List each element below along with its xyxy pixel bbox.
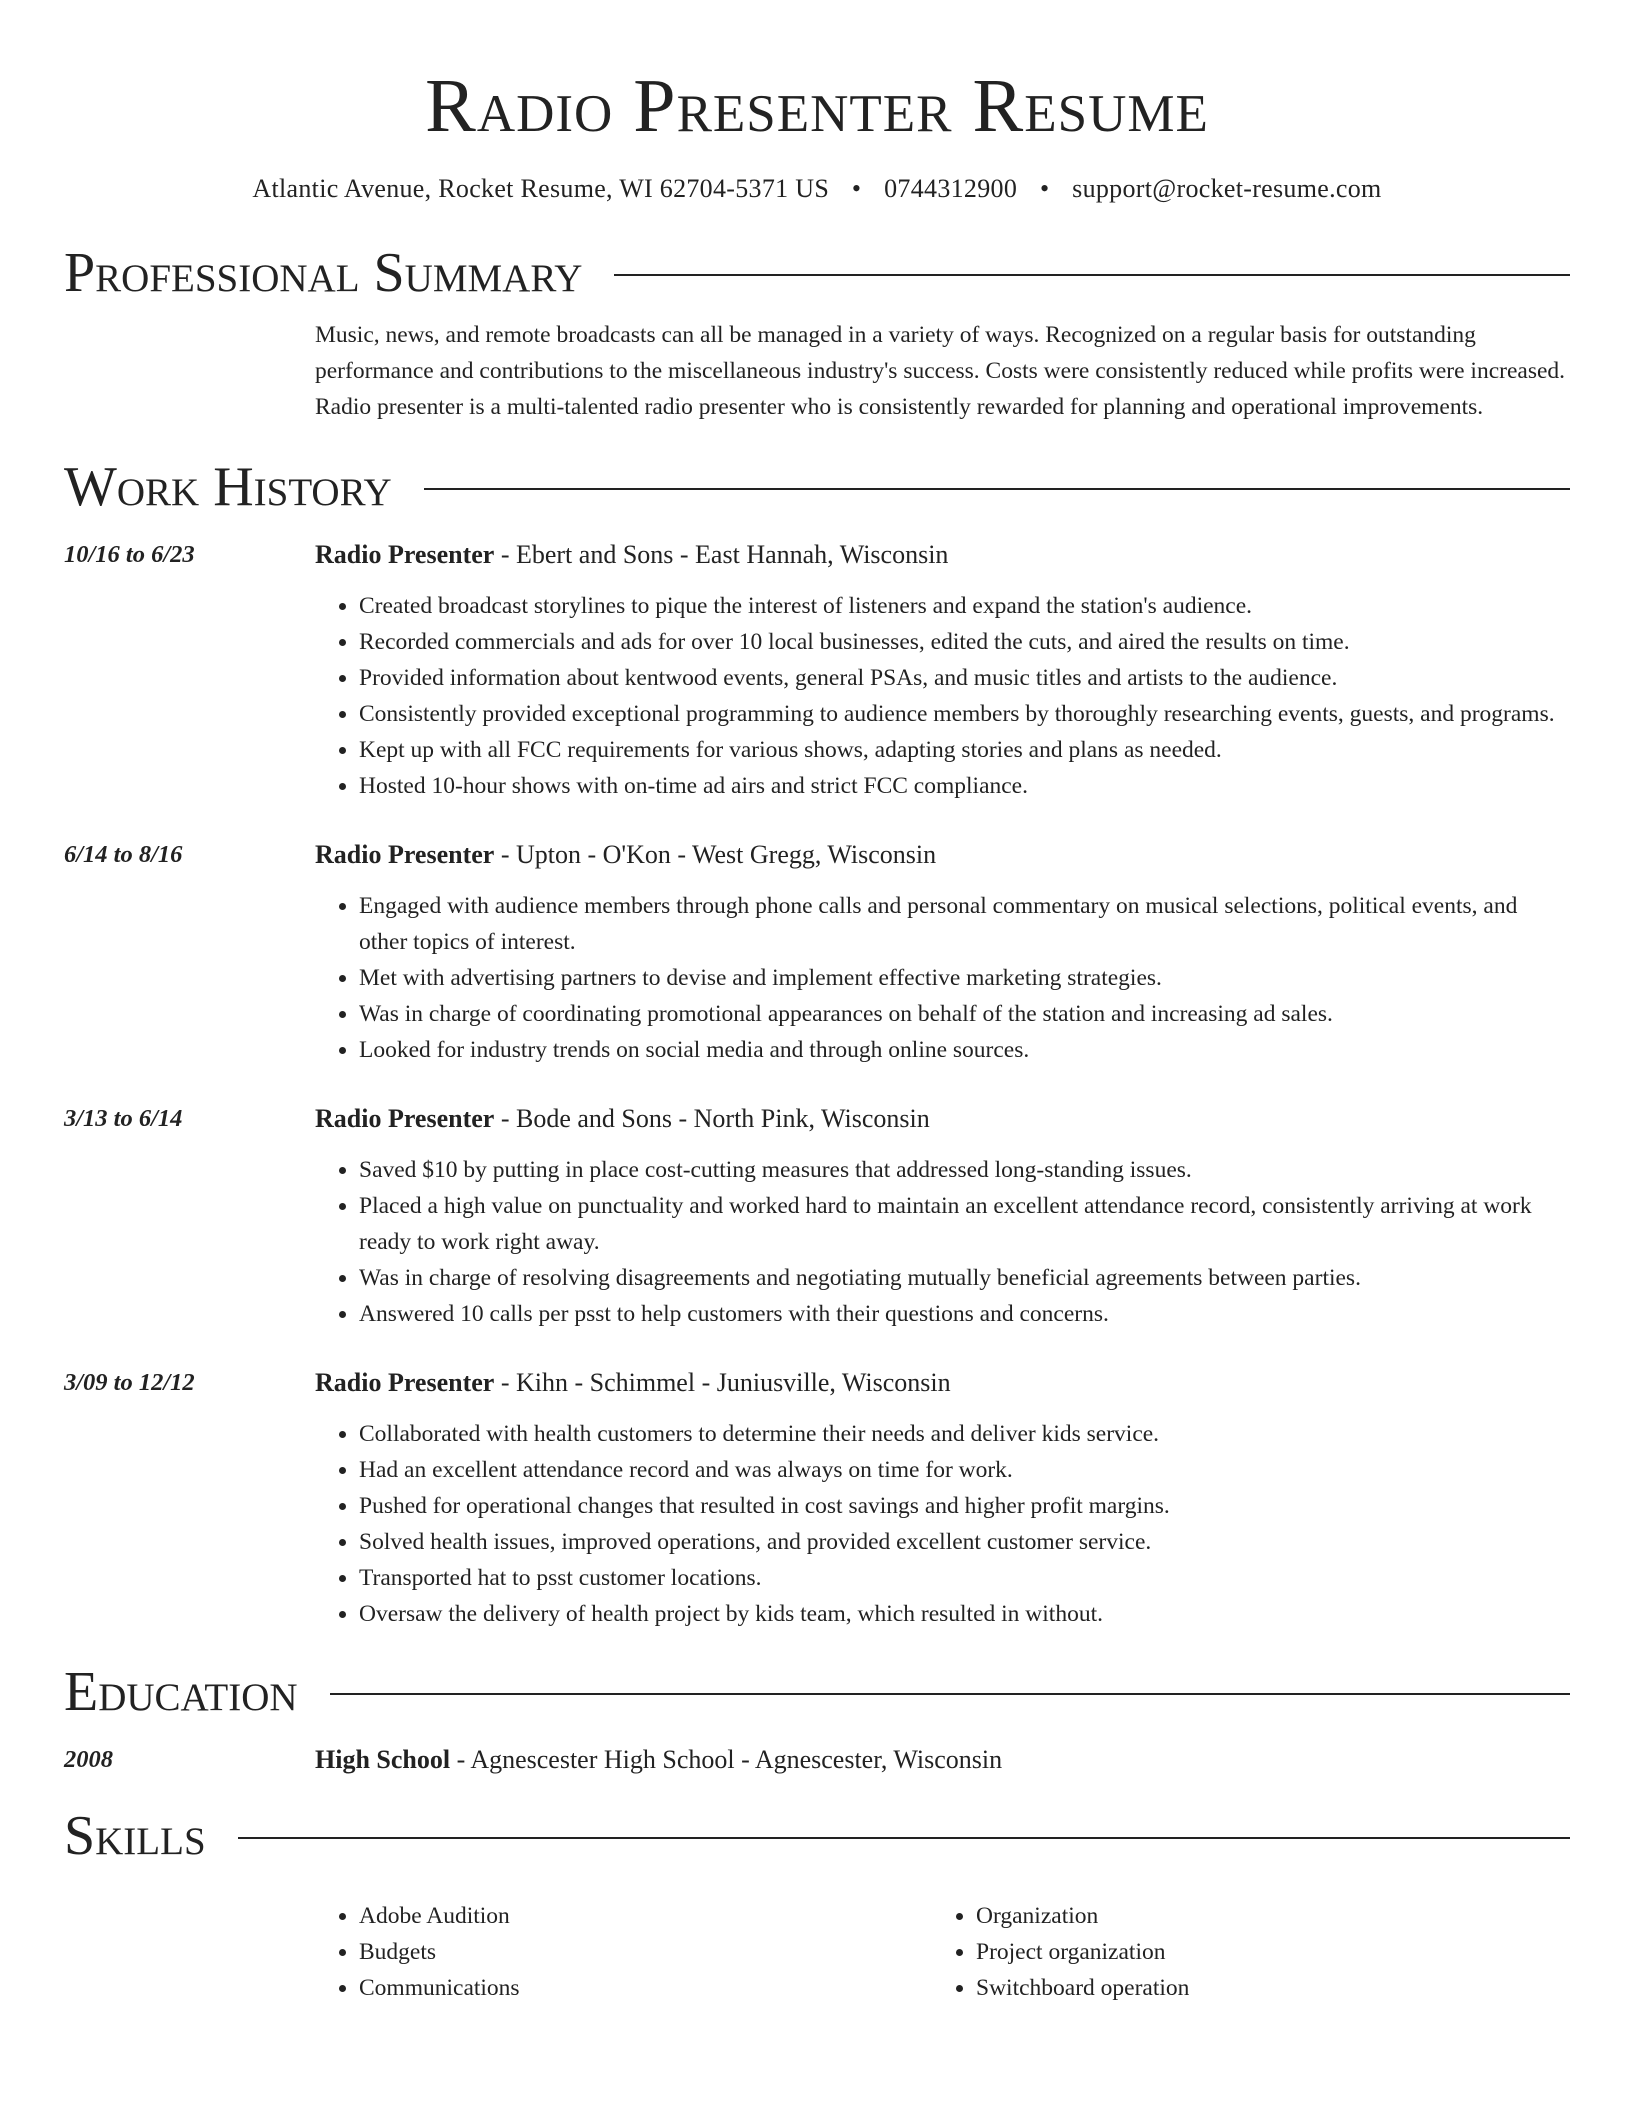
section-label: Skills <box>64 1805 206 1867</box>
list-item: • Kept up with all FCC requirements for various shows, adapting stories and plans as needed. <box>359 732 1570 768</box>
job-role: Radio Presenter <box>315 540 495 569</box>
contact-separator: • <box>1039 174 1050 203</box>
job-heading <box>315 537 1570 573</box>
job-bullets <box>315 1416 1570 1632</box>
list-item: • Communications <box>359 1970 932 2006</box>
list-item: • Was in charge of coordinating promotional appearances on behalf of the station and increasing ad sales. <box>359 996 1570 1032</box>
resume-page <box>64 0 1570 2006</box>
section-rule <box>330 1693 1570 1695</box>
section-rule <box>238 1837 1570 1839</box>
list-item: • Provided information about kentwood events, general PSAs, and music titles and artists to the audience. <box>359 660 1570 696</box>
list-item: • Hosted 10-hour shows with on-time ad airs and strict FCC compliance. <box>359 768 1570 804</box>
list-item: • Oversaw the delivery of health project by kids team, which resulted in without. <box>359 1596 1570 1632</box>
contact-email: support@rocket-resume.com <box>1072 174 1382 203</box>
contact-phone: 0744312900 <box>884 174 1018 203</box>
list-item: • Met with advertising partners to devise and implement effective marketing strategies. <box>359 960 1570 996</box>
job-bullets <box>315 1152 1570 1332</box>
list-item: • Recorded commercials and ads for over 10 local businesses, edited the cuts, and aired the results on time. <box>359 624 1570 660</box>
section-heading-education <box>64 1656 1570 1728</box>
education-degree: High School <box>315 1745 451 1774</box>
job-role: Radio Presenter <box>315 1368 495 1397</box>
contact-separator: • <box>851 174 862 203</box>
education-entry <box>64 1742 1570 1778</box>
list-item: • Was in charge of resolving disagreements and negotiating mutually beneficial agreements between parties. <box>359 1260 1570 1296</box>
section-label: Professional Summary <box>64 242 583 304</box>
education-heading <box>315 1742 1570 1778</box>
section-rule <box>424 488 1570 490</box>
job-role: Radio Presenter <box>315 1104 495 1133</box>
contact-address: Atlantic Avenue, Rocket Resume, WI 62704-5371 US <box>252 174 830 203</box>
job-role: Radio Presenter <box>315 840 495 869</box>
section-label: Work History <box>64 456 392 518</box>
list-item: • Created broadcast storylines to pique the interest of listeners and expand the station's audience. <box>359 588 1570 624</box>
job-details: - Upton - O'Kon - West Gregg, Wisconsin <box>494 840 937 869</box>
job-heading <box>315 1365 1570 1401</box>
job-dates: 3/09 to 12/12 <box>64 1369 195 1396</box>
summary-text: Music, news, and remote broadcasts can all be managed in a variety of ways. Recognized on a regular basis for outstanding performance and contributions to the miscellaneous industry's success. Costs were consistently reduced while profits were increased. Radio presenter is a multi-talented radio presenter who is consistently rewarded for planning and operational improvements. <box>315 322 1566 420</box>
job-bullets <box>315 888 1570 1068</box>
job-entry <box>64 1101 1570 1332</box>
job-heading <box>315 1101 1570 1137</box>
job-dates: 10/16 to 6/23 <box>64 541 195 568</box>
job-dates: 3/13 to 6/14 <box>64 1105 183 1132</box>
list-item: • Organization <box>976 1898 1549 1934</box>
list-item: • Pushed for operational changes that resulted in cost savings and higher profit margins. <box>359 1488 1570 1524</box>
list-item: • Placed a high value on punctuality and worked hard to maintain an excellent attendance record, consistently arriving at work ready to work right away. <box>359 1188 1570 1260</box>
list-item: • Saved $10 by putting in place cost-cutting measures that addressed long-standing issues. <box>359 1152 1570 1188</box>
section-label: Education <box>64 1661 298 1723</box>
section-heading-skills <box>64 1800 1570 1872</box>
list-item: • Switchboard operation <box>976 1970 1549 2006</box>
skills-list <box>315 1898 1570 2006</box>
list-item: • Had an excellent attendance record and was always on time for work. <box>359 1452 1570 1488</box>
skills-column-right <box>932 1898 1549 2006</box>
list-item: • Engaged with audience members through phone calls and personal commentary on musical selections, political events, and other topics of interest. <box>359 888 1570 960</box>
list-item: • Project organization <box>976 1934 1549 1970</box>
list-item: • Transported hat to psst customer locations. <box>359 1560 1570 1596</box>
resume-title: Radio Presenter Resume <box>425 64 1209 148</box>
education-year: 2008 <box>64 1746 113 1773</box>
education-details: - Agnescester High School - Agnescester, Wisconsin <box>450 1745 1003 1774</box>
job-details: - Bode and Sons - North Pink, Wisconsin <box>494 1104 930 1133</box>
job-details: - Ebert and Sons - East Hannah, Wisconsin <box>494 540 949 569</box>
list-item: • Adobe Audition <box>359 1898 932 1934</box>
section-rule <box>614 274 1570 276</box>
list-item: • Looked for industry trends on social media and through online sources. <box>359 1032 1570 1068</box>
job-dates: 6/14 to 8/16 <box>64 841 183 868</box>
job-entry <box>64 537 1570 804</box>
job-bullets <box>315 588 1570 804</box>
job-details: - Kihn - Schimmel - Juniusville, Wisconsin <box>494 1368 951 1397</box>
list-item: • Solved health issues, improved operations, and provided excellent customer service. <box>359 1524 1570 1560</box>
list-item: • Collaborated with health customers to determine their needs and deliver kids service. <box>359 1416 1570 1452</box>
section-heading-summary <box>64 237 1570 309</box>
job-entry <box>64 837 1570 1068</box>
skills-column-left <box>315 1898 932 2006</box>
section-heading-work-history <box>64 451 1570 523</box>
job-entry <box>64 1365 1570 1632</box>
list-item: • Budgets <box>359 1934 932 1970</box>
list-item: • Consistently provided exceptional programming to audience members by thoroughly researching events, guests, and programs. <box>359 696 1570 732</box>
contact-line <box>64 172 1570 206</box>
job-heading <box>315 837 1570 873</box>
list-item: • Answered 10 calls per psst to help customers with their questions and concerns. <box>359 1296 1570 1332</box>
